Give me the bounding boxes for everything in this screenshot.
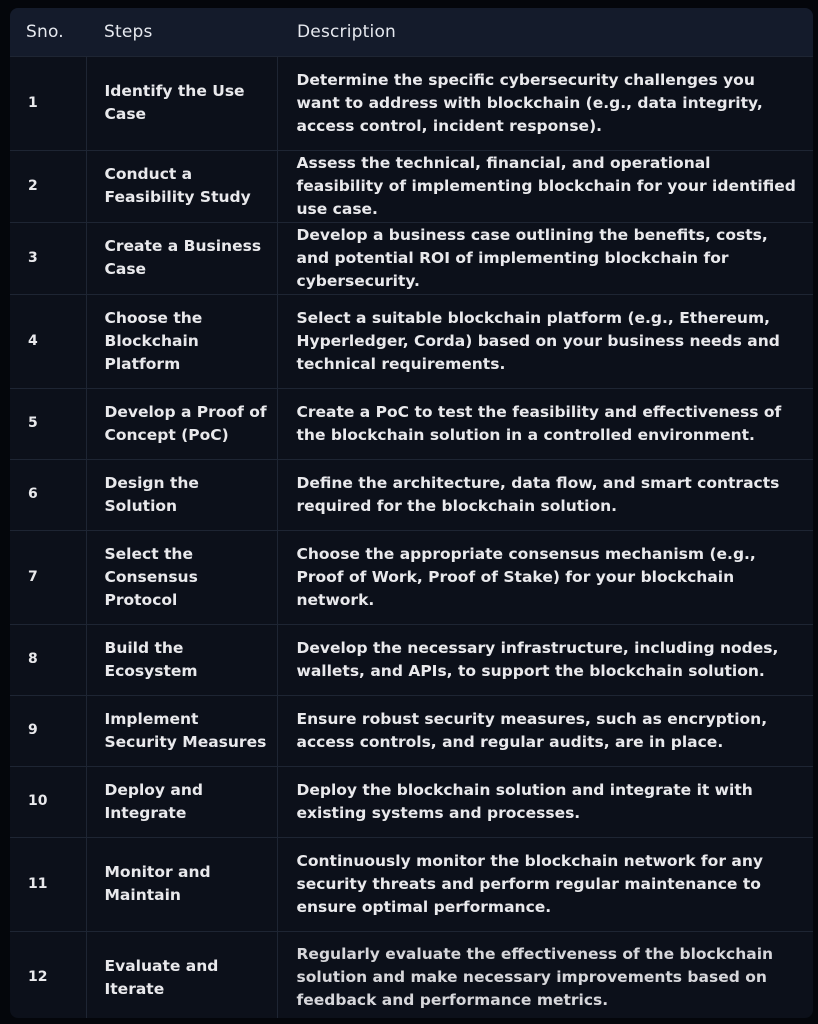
row-sno: 9	[10, 695, 86, 766]
row-sno: 3	[10, 222, 86, 294]
row-sno: 6	[10, 459, 86, 530]
row-step: Choose the Blockchain Platform	[86, 294, 277, 388]
table-row	[10, 837, 813, 931]
row-description: Select a suitable blockchain platform (e.g., Ethereum, Hyperledger, Corda) based on your business needs and technical requirements.	[277, 294, 813, 388]
row-sno: 10	[10, 766, 86, 837]
row-description: Regularly evaluate the effectiveness of the blockchain solution and make necessary improvements based on feedback and performance metrics.	[277, 931, 813, 1018]
header-sno: Sno.	[26, 21, 64, 42]
row-step: Conduct a Feasibility Study	[86, 150, 277, 222]
steps-table-container	[10, 8, 813, 1018]
row-description: Deploy the blockchain solution and integrate it with existing systems and processes.	[277, 766, 813, 837]
row-sno: 11	[10, 837, 86, 931]
table-row	[10, 294, 813, 388]
table-row	[10, 150, 813, 222]
row-sno: 12	[10, 931, 86, 1018]
row-description: Continuously monitor the blockchain network for any security threats and perform regular maintenance to ensure optimal performance.	[277, 837, 813, 931]
table-row	[10, 56, 813, 150]
row-sno: 2	[10, 150, 86, 222]
table-row	[10, 695, 813, 766]
row-step: Design the Solution	[86, 459, 277, 530]
table-row	[10, 388, 813, 459]
row-step: Implement Security Measures	[86, 695, 277, 766]
header-description: Description	[297, 21, 397, 42]
row-description: Define the architecture, data flow, and smart contracts required for the blockchain solution.	[277, 459, 813, 530]
row-description: Choose the appropriate consensus mechanism (e.g., Proof of Work, Proof of Stake) for your blockchain network.	[277, 530, 813, 624]
table-row	[10, 459, 813, 530]
row-step: Identify the Use Case	[86, 56, 277, 150]
steps-table	[10, 8, 813, 1018]
table-row	[10, 766, 813, 837]
header-steps: Steps	[104, 21, 153, 42]
row-description: Develop a business case outlining the benefits, costs, and potential ROI of implementing blockchain for cybersecurity.	[277, 222, 813, 294]
row-sno: 1	[10, 56, 86, 150]
row-sno: 4	[10, 294, 86, 388]
table-header	[10, 8, 813, 56]
row-step: Build the Ecosystem	[86, 624, 277, 695]
row-step: Create a Business Case	[86, 222, 277, 294]
row-description: Create a PoC to test the feasibility and effectiveness of the blockchain solution in a controlled environment.	[277, 388, 813, 459]
table-body	[10, 56, 813, 1018]
row-description: Develop the necessary infrastructure, including nodes, wallets, and APIs, to support the blockchain solution.	[277, 624, 813, 695]
row-sno: 5	[10, 388, 86, 459]
table-row	[10, 222, 813, 294]
row-description: Determine the specific cybersecurity challenges you want to address with blockchain (e.g., data integrity, access control, incident response).	[277, 56, 813, 150]
row-step: Deploy and Integrate	[86, 766, 277, 837]
row-step: Monitor and Maintain	[86, 837, 277, 931]
row-description: Assess the technical, financial, and operational feasibility of implementing blockchain for your identified use case.	[277, 150, 813, 222]
row-step: Evaluate and Iterate	[86, 931, 277, 1018]
row-step: Develop a Proof of Concept (PoC)	[86, 388, 277, 459]
table-row	[10, 931, 813, 1018]
header-row	[10, 8, 813, 56]
row-sno: 8	[10, 624, 86, 695]
row-sno: 7	[10, 530, 86, 624]
table-row	[10, 530, 813, 624]
row-description: Ensure robust security measures, such as encryption, access controls, and regular audits, are in place.	[277, 695, 813, 766]
table-row	[10, 624, 813, 695]
row-step: Select the Consensus Protocol	[86, 530, 277, 624]
